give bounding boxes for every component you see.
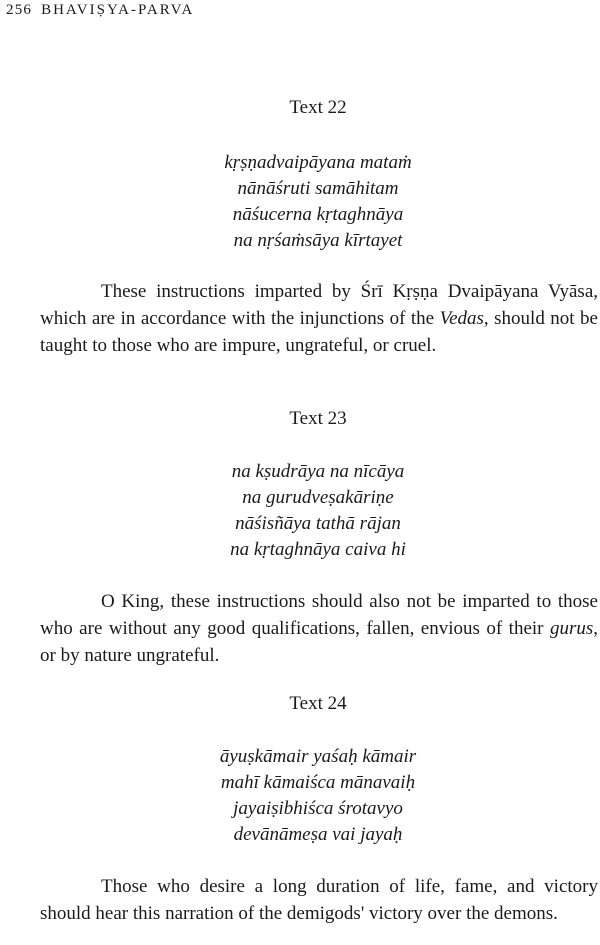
verse-line: na gurudveṣakāriṇe bbox=[242, 487, 394, 508]
section-heading: Text 22 bbox=[289, 97, 347, 118]
verse-line: na kṛtaghnāya caiva hi bbox=[230, 539, 406, 560]
verse-block bbox=[0, 150, 600, 254]
translation-paragraph bbox=[40, 873, 598, 927]
translation-text: O King, these instructions should also not be imparted to those who are without any good qualifications, fallen, envious of their bbox=[40, 591, 598, 639]
verse-line: na kṣudrāya na nīcāya bbox=[231, 461, 405, 482]
verse-line: nāśucerna kṛtaghnāya bbox=[232, 204, 404, 225]
verse-line: devānāmeṣa vai jayaḥ bbox=[233, 824, 403, 845]
verse-line: na nṛśaṁsāya kīrtayet bbox=[233, 230, 403, 251]
running-head bbox=[6, 2, 194, 19]
verse-line: nāśisñāya tathā rājan bbox=[235, 513, 401, 534]
section-heading: Text 24 bbox=[289, 693, 347, 714]
verse-line: jayaiṣibhiśca śrotavyo bbox=[233, 798, 403, 819]
verse-block bbox=[0, 459, 600, 563]
translation-text: These instructions imparted by Śrī Kṛṣṇa Dvaipāyana Vyāsa, which are in accordance with the injunctions of the bbox=[40, 281, 598, 329]
verse-line: āyuṣkāmair yaśaḥ kāmair bbox=[219, 746, 417, 767]
translation-paragraph bbox=[40, 588, 598, 669]
verse-line: nānāśruti samāhitam bbox=[237, 178, 399, 199]
translation-paragraph bbox=[40, 278, 598, 359]
book-title: BHAVIṢYA-PARVA bbox=[41, 2, 195, 18]
section-heading: Text 23 bbox=[289, 408, 347, 429]
translation-text: Those who desire a long duration of life, fame, and victory should hear this narration of the demigods' victory over the demons. bbox=[40, 876, 598, 924]
translation-text: , should not be taught to those who are impure, ungrateful, or cruel. bbox=[40, 308, 598, 356]
verse-line: kṛṣṇadvaipāyana mataṁ bbox=[224, 152, 412, 173]
translation-text: , or by nature ungrateful. bbox=[40, 618, 598, 666]
verse-line: mahī kāmaiśca mānavaiḥ bbox=[220, 772, 416, 793]
page-number: 256 bbox=[6, 2, 33, 18]
verse-block bbox=[0, 744, 600, 848]
translation-emphasis: gurus bbox=[549, 618, 594, 639]
translation-emphasis: Vedas bbox=[439, 308, 484, 329]
